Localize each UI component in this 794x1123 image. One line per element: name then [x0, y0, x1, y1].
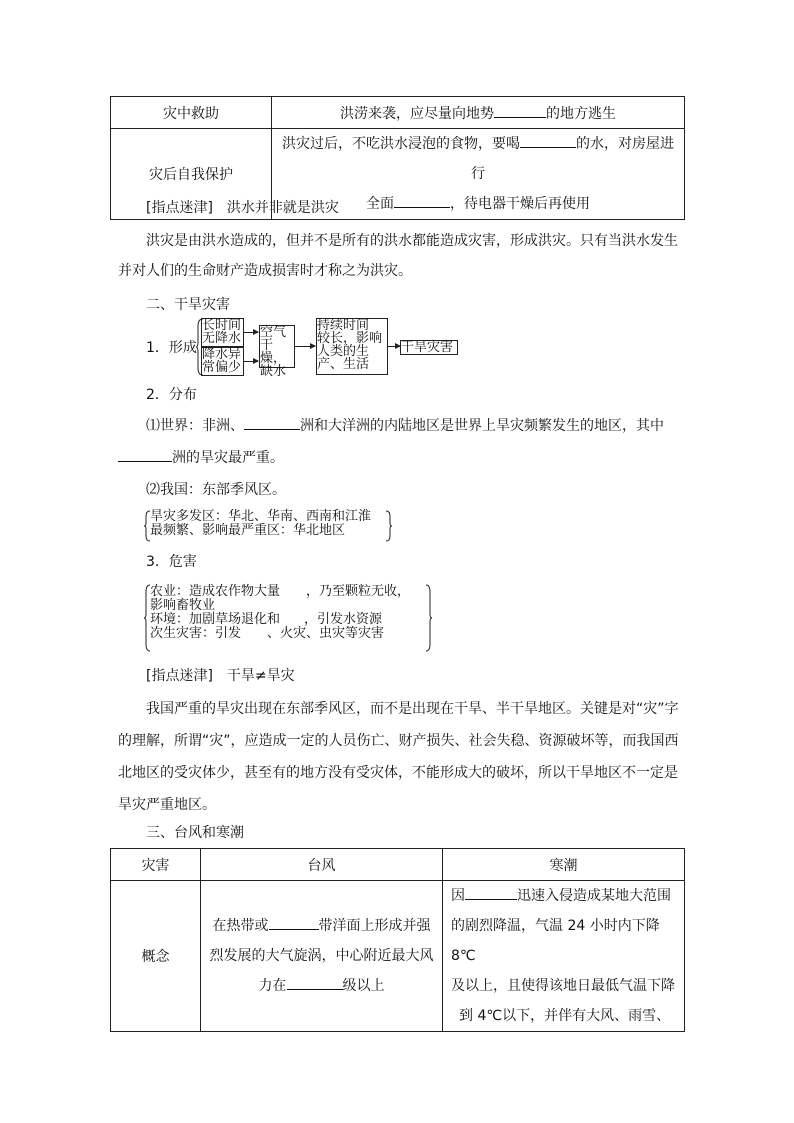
diagram-text: 长时间 — [202, 318, 242, 333]
diagram-text: 较长，影响 — [317, 331, 383, 346]
diagram-text: 持续时间 — [317, 318, 370, 333]
cell-text: 的地方逃生 — [546, 105, 616, 122]
text: 级以上 — [342, 978, 385, 994]
text: 环境：加剧草场退化和 — [150, 612, 281, 627]
text: ，乃至颗粒无收， — [306, 584, 411, 599]
diagram-text: 人类的生 — [317, 344, 370, 359]
effect-box — [259, 325, 295, 379]
row-label-cell — [111, 881, 201, 1032]
answer-blank — [118, 447, 172, 462]
coldwave-cell — [443, 881, 685, 1032]
cause-box-2 — [201, 347, 244, 376]
text: 迅速入侵造成某地大范围 — [517, 888, 671, 904]
answer-blank — [269, 915, 319, 930]
right-brace — [385, 510, 393, 542]
hazard-secondary — [150, 627, 410, 641]
distribution-label: 2．分布 — [146, 387, 197, 403]
text: 洲的旱灾最严重。 — [172, 450, 284, 466]
text: ，引发水资源 — [304, 612, 383, 627]
text: 在热带或 — [212, 918, 269, 934]
table-cell-content — [272, 97, 685, 129]
cell-line: 到 4℃以下，并伴有大风、雨雪、 — [459, 1008, 671, 1024]
answer-blank — [244, 415, 300, 430]
diagram-text: 干旱灾害 — [401, 340, 454, 355]
header-cell — [201, 849, 443, 881]
cell-text: 洪涝来袭，应尽量向地势 — [340, 105, 494, 122]
table-cell-label — [111, 97, 272, 129]
cell-line: 及以上，且使得该地日最低气温下降 — [451, 978, 675, 994]
world-distribution-cont — [118, 443, 284, 473]
cell-line — [207, 911, 436, 941]
arrow-icon — [388, 346, 400, 347]
header-text: 台风 — [307, 857, 336, 874]
text: 因 — [451, 888, 465, 904]
diagram-text: 干燥， — [260, 338, 287, 366]
tip-body: 洪灾是由洪水造成的，但并不是所有的洪水都能造成灾害，形成洪灾。只有当洪水发生并对人们的生命财产造成损害时才称之为洪灾。 — [118, 233, 678, 279]
text: 最频繁、影响最严重区：华北地区 — [150, 523, 346, 538]
answer-blank — [465, 885, 517, 900]
cell-line — [207, 971, 436, 1001]
cell-text: ，待电器干燥后再使用 — [450, 196, 590, 212]
formation-label: 1．形成 — [146, 340, 197, 356]
diagram-text: 缺水 — [260, 364, 287, 379]
answer-blank — [520, 133, 576, 148]
arrow-icon — [295, 346, 315, 347]
cause-box-1 — [201, 318, 244, 347]
diagram-text: 无降水 — [202, 331, 242, 346]
text: ⑴世界：非洲、 — [146, 418, 244, 434]
row-label: 概念 — [141, 949, 170, 965]
arrow-icon — [244, 332, 258, 333]
hazard-env — [150, 613, 410, 627]
cell-line: 烈发展的大气旋涡，中心附近最大风 — [209, 948, 434, 964]
hazard-agri-2: 影响畜牧业 — [150, 598, 216, 613]
tip-title: [指点迷津] 洪水并非就是洪灾 — [146, 200, 339, 216]
left-brace — [143, 510, 151, 542]
answer-blank — [287, 975, 343, 990]
row-label: 灾中救助 — [163, 105, 219, 122]
header-cell — [111, 849, 201, 881]
text: 带洋面上形成并强 — [318, 918, 431, 934]
diagram-text: 产、生活 — [317, 357, 370, 372]
diagram-text: 降水异 — [202, 347, 242, 362]
text: 次生灾害：引发 — [150, 626, 242, 641]
diagram-text: 常偏少 — [202, 360, 242, 375]
answer-blank — [494, 103, 546, 118]
world-distribution — [146, 411, 680, 441]
duration-box — [316, 318, 388, 375]
tip-body: 我国严重的旱灾出现在东部季风区，而不是出现在干旱、半干旱地区。关键是对“灾”字的理解，所谓“灾”，应造成一定的人员伤亡、财产损失、社会失稳、资源破坏等，而我国西北地区的受灾体少，甚至有的地方没有受灾体，不能形成大的破坏，所以干旱地区不一定是旱灾严重地区。 — [118, 701, 679, 813]
cell-text: 全面 — [366, 196, 394, 212]
header-text: 寒潮 — [549, 857, 578, 874]
text: 洲和大洋洲的内陆地区是世界上旱灾频繁发生的地区，其中 — [300, 418, 664, 434]
china-detail — [150, 510, 371, 538]
hazard-agri — [150, 585, 410, 599]
typhoon-coldwave-table — [110, 848, 685, 1032]
answer-blank — [394, 193, 450, 208]
cell-line — [451, 881, 678, 911]
hazards-detail — [150, 585, 410, 641]
result-box — [400, 340, 458, 355]
arrow-icon — [244, 361, 258, 362]
cell-line — [278, 129, 678, 189]
tip-title: [指点迷津] 干旱≠旱灾 — [146, 668, 295, 684]
section-title: 三、台风和寒潮 — [146, 825, 244, 841]
text: 农业：造成农作物大量 — [150, 584, 281, 599]
typhoon-cell — [201, 881, 443, 1032]
text: 旱灾多发区：华北、华南、西南和江淮 — [150, 509, 372, 524]
hazards-label: 3．危害 — [146, 554, 197, 570]
cell-text: 的水，对房屋进行 — [471, 136, 674, 182]
text: 、火灾、虫灾等灾害 — [267, 626, 385, 641]
text: 力在 — [258, 978, 287, 994]
cell-line: 的剧烈降温，气温 24 小时内下降 8℃ — [451, 918, 660, 964]
section-title: 二、干旱灾害 — [146, 297, 230, 313]
row-label: 灾后自我保护 — [149, 167, 233, 183]
diagram-text: 空气 — [260, 325, 287, 340]
cell-text: 洪灾过后，不吃洪水浸泡的食物，要喝 — [282, 136, 520, 152]
right-brace — [425, 584, 433, 652]
header-cell — [443, 849, 685, 881]
china-distribution: ⑵我国：东部季风区。 — [146, 482, 286, 498]
header-text: 灾害 — [141, 857, 170, 874]
